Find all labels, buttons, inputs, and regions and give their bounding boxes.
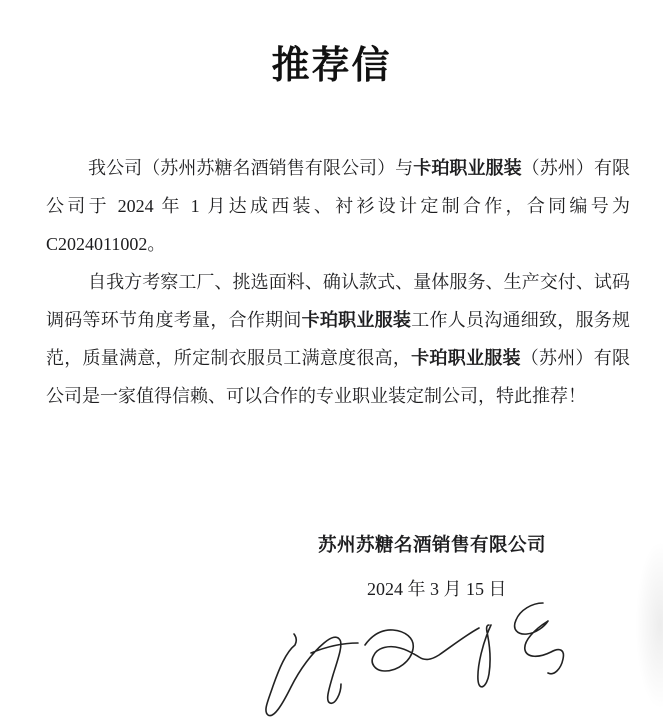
text-segment: 我公司（苏州苏糖名酒销售有限公司）与 bbox=[88, 158, 414, 178]
letter-line bbox=[46, 225, 630, 263]
handwritten-signature-icon bbox=[248, 594, 572, 718]
letter-line bbox=[46, 263, 630, 301]
text-segment: 公司于 2024 年 1 月达成西装、衬衫设计定制合作，合同编号为 bbox=[46, 196, 630, 216]
scan-shadow-artifact bbox=[635, 540, 663, 710]
text-segment: 调码等环节角度考量，合作期间 bbox=[46, 310, 302, 330]
letter-line bbox=[46, 377, 630, 415]
letter-body bbox=[46, 149, 630, 415]
text-segment: （苏州）有限 bbox=[520, 348, 630, 368]
signing-company-name: 苏州苏糖名酒销售有限公司 bbox=[318, 536, 547, 556]
text-segment: 范，质量满意，所定制衣服员工满意度很高， bbox=[46, 348, 412, 368]
text-segment: 自我方考察工厂、挑选面料、确认款式、量体服务、生产交付、试码 bbox=[88, 272, 630, 292]
letter-line bbox=[46, 149, 630, 187]
letter-line bbox=[46, 339, 630, 377]
text-segment-bold: 卡珀职业服装 bbox=[301, 310, 412, 330]
signing-date: 2024 年 3 月 15 日 bbox=[367, 579, 507, 599]
text-segment: 公司是一家值得信赖、可以合作的专业职业装定制公司，特此推荐！ bbox=[46, 386, 586, 406]
text-segment: 工作人员沟通细致，服务规 bbox=[411, 310, 630, 330]
letter-title: 推荐信 bbox=[271, 45, 392, 87]
text-segment-bold: 卡珀职业服装 bbox=[411, 348, 521, 368]
text-segment: C2024011002。 bbox=[46, 234, 166, 254]
letter-line bbox=[46, 187, 630, 225]
text-segment: （苏州）有限 bbox=[521, 158, 630, 178]
text-segment-bold: 卡珀职业服装 bbox=[413, 158, 522, 178]
letter-line bbox=[46, 301, 630, 339]
